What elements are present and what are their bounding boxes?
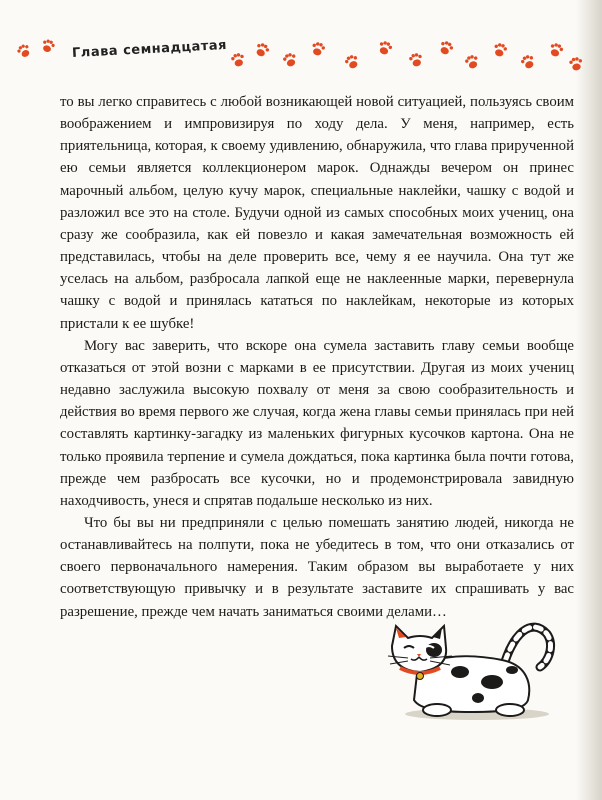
body-text (60, 91, 574, 623)
chapter-header (0, 36, 602, 76)
paragraph-2: Могу вас заверить, что вскоре она сумела заставить главу семьи вообще отказаться от этой возни с марками в ее присутствии. Другая из моих учениц недавно заслужила высокую похвалу от меня за свою сообразительность и действия во время первого же случая, когда жена главы семьи принялась при ней составлять картинку-загадку из маленьких фигурных кусочков картона. Она не только проявила терпение и сумела дождаться, пока картинка была почти готова, прежде чем разбросать все кусочки, но и продемонстрировала завидную находчивость, унеся и спрятав подальше несколько из них. (60, 337, 574, 509)
chapter-title: Глава семнадцатая (71, 37, 228, 62)
paragraph-1: то вы легко справитесь с любой возникающей новой ситуацией, пользуясь своим воображением и импровизируя по ходу дела. У меня, например, есть приятельница, которая, к своему удивлению, обнаружила, что глава прирученной ею семьи является коллекционером марок. Однажды вечером он принес марочный альбом, целую кучу марок, специальные наклейки, чашку с водой и разложил все это на столе. Будучи одной из самых способных моих учениц, она сразу же сообразила, как ей повезло и какая замечательная возможность ей представилась, чтобы на деле проверить все, чему я ее научила. Она тут же уселась на альбом, разбросала лапкой еще не наклеенные марки, перевернула чашку с водой и принялась кататься по наклейкам, некоторые из которых пристали к ее шубке! (60, 94, 574, 332)
page-edge-shadow (576, 0, 602, 800)
spotted-cat-illustration (382, 612, 557, 722)
paragraph-3: Что бы вы ни предприняли с целью помешать занятию людей, никогда не останавливайтесь на полпути, пока не убедитесь в том, что они отказались от своего первоначального намерения. Таким образом вы выработаете у них соответствующую привычку и в результате заставите их спрашивать у вас разрешение, прежде чем начать заниматься своими делами… (60, 514, 574, 620)
